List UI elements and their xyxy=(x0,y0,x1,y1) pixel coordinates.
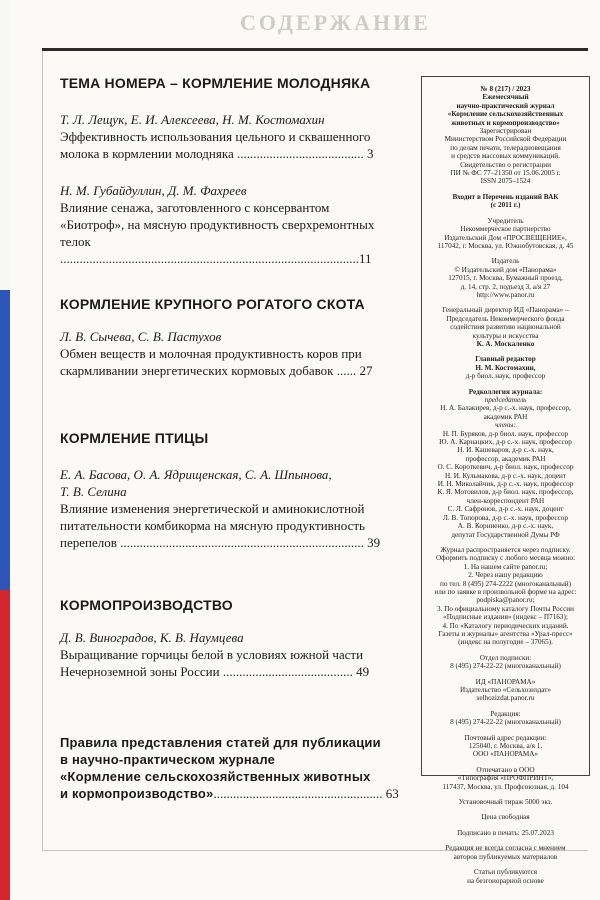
imprint-line: О. С. Короткевич, д-р биол. наук, профессор xyxy=(437,463,574,472)
imprint-line: члены: xyxy=(495,421,516,430)
imprint-line: © Издательский дом «Панорама» xyxy=(454,265,557,274)
imprint-line: И. Н. Миколайчик, д-р с.-х. наук, профессор xyxy=(437,480,574,489)
imprint-line: Газеты и журналы» агентства «Урал-пресс» xyxy=(438,629,573,638)
imprint-line: ISSN 2075–1524 xyxy=(480,177,531,186)
rules-line: и кормопроизводство» xyxy=(60,786,214,801)
article-title-line: скармливании энергетических кормовых добавок ...... 27 xyxy=(60,363,373,378)
article-title-line: питательности комбикорма на мясную продуктивность xyxy=(60,518,365,533)
section-feeding-young xyxy=(60,75,405,267)
imprint-line: и средств массовых коммуникаций. xyxy=(451,152,560,161)
bleed-through-text: СОДЕРЖАНИЕ xyxy=(240,10,431,35)
left-margin-line xyxy=(42,51,43,851)
flag-stripe-white xyxy=(0,0,10,290)
imprint-line: К. А. Москаленко xyxy=(476,339,535,348)
imprint-line: К. Я. Мотовилов, д-р биол. наук, профессор, xyxy=(437,488,574,497)
imprint-line: (индекс на полугодие – 37065). xyxy=(458,638,553,647)
rules-page-ref: .................................................... 63 xyxy=(213,786,399,801)
imprint-line: 117042, г. Москва, ул. Южнобутовская, д. 45 xyxy=(437,241,574,250)
imprint-line: Н. М. Костомахин, xyxy=(475,363,536,372)
imprint-line: по делам печати, телерадиовещания xyxy=(450,143,561,152)
imprint-line: Отпечатано в ООО xyxy=(476,765,535,774)
imprint-line: Оформить подписку с любого месяца можно: xyxy=(435,554,576,563)
imprint-line: 2. Через нашу редакцию xyxy=(468,571,543,580)
imprint-line: «Типография «ПРОФПРИНТ», xyxy=(457,774,554,783)
imprint-line: ООО «ПАНОРАМА» xyxy=(472,750,539,759)
imprint-line: Издательский Дом «ПРОСВЕЩЕНИЕ», xyxy=(444,233,567,242)
imprint-line: 4. По «Каталогу периодических изданий. xyxy=(442,621,569,630)
article-title-line: Нечерноземной зоны России ........................................ 49 xyxy=(60,664,370,679)
imprint-line: Свидетельство о регистрации xyxy=(460,160,551,169)
section-forage-production xyxy=(60,597,405,680)
imprint-line: Ежемесячный xyxy=(482,93,529,102)
imprint-line: Издательство «Сельхозиздат» xyxy=(459,686,552,694)
imprint-gap xyxy=(422,806,589,813)
imprint-line: Главный редактор xyxy=(475,355,536,364)
imprint-line: Редакция не всегда согласна с мнением xyxy=(445,844,566,853)
article-title-line: телок ............................................................................................11 xyxy=(60,234,372,266)
imprint-line: podpiska@panor.ru; xyxy=(476,596,535,605)
imprint-line: Учредитель xyxy=(487,216,524,225)
imprint-line: http://www.panor.ru xyxy=(476,290,535,299)
article-entry[interactable] xyxy=(60,111,405,162)
article-title-line: «Биотроф», на мясную продуктивность сверхремонтных xyxy=(60,217,375,232)
imprint-line: Редакция: xyxy=(490,709,521,718)
imprint-line: Отдел подписки: xyxy=(479,653,532,662)
imprint-gap xyxy=(422,671,589,678)
imprint-line: 8 (495) 274-22-22 (многоканальный) xyxy=(450,662,561,671)
imprint-line: Подписано в печать: 25.07.2023 xyxy=(457,828,554,837)
imprint-line: 1. На нашем сайте panor.ru; xyxy=(463,562,548,571)
article-title-line: Обмен веществ и молочная продуктивность коров при xyxy=(60,346,362,361)
article-title-line: перепелов ........................................................................... 39 xyxy=(60,535,381,550)
imprint-line: академик РАН xyxy=(483,412,528,421)
imprint-line: ПИ № ФС 77–21350 от 15.06.2005 г. xyxy=(450,169,561,178)
top-rule xyxy=(42,48,588,51)
imprint-gap xyxy=(422,647,589,654)
article-authors: Т. Л. Лещук, Е. И. Алексеева, Н. М. Костомахин xyxy=(60,112,325,127)
imprint-line: ИД «ПАНОРАМА» xyxy=(475,677,536,686)
imprint-line: Входит в Перечень изданий ВАК xyxy=(452,192,559,201)
imprint-line: Председатель Некоммерческого фонда xyxy=(446,314,565,323)
article-title-line: Влияние изменения энергетической и аминокислотной xyxy=(60,501,365,516)
imprint-line: животных и кормопроизводство» xyxy=(451,118,560,127)
section-heading: КОРМЛЕНИЕ ПТИЦЫ xyxy=(60,430,209,446)
imprint-line: С. Л. Сафронов, д-р с.-х. наук, доцент xyxy=(447,505,564,514)
imprint-line: депутат Государственной Думы РФ xyxy=(451,530,560,539)
imprint-gap xyxy=(422,210,589,217)
imprint-line: Цена свободная xyxy=(481,813,530,822)
imprint-line: selhozizdat.panor.ru xyxy=(476,694,535,703)
imprint-gap xyxy=(422,837,589,844)
imprint-line: Н. А. Балакирев, д-р с.-х. наук, профессор, xyxy=(440,404,571,413)
imprint-line: Н. И. Кашеваров, д-р с.-х. наук, xyxy=(457,446,554,455)
imprint-line: Министерством Российской Федерации xyxy=(444,135,567,144)
rules-line: «Кормление сельскохозяйственных животных xyxy=(60,769,371,784)
imprint-gap xyxy=(422,703,589,710)
imprint-sidebar xyxy=(421,76,590,885)
imprint-line: председатель xyxy=(484,396,527,404)
section-cattle-feeding xyxy=(60,296,405,379)
imprint-gap xyxy=(422,186,589,193)
imprint-gap xyxy=(422,727,589,734)
imprint-line: Почтовый адрес редакции: xyxy=(464,733,547,742)
imprint-line: Генеральный директор ИД «Панорама» – xyxy=(442,306,569,315)
imprint-line: Издатель xyxy=(491,257,520,266)
article-authors: Д. В. Виноградов, К. В. Наумцева xyxy=(60,630,244,645)
submission-rules-entry[interactable] xyxy=(60,734,405,802)
imprint-line: Ю. А. Карнацких, д-р с.-х. наук, профессор xyxy=(439,438,572,447)
flag-stripe-blue xyxy=(0,290,10,590)
imprint-line: Н. И. Кульмакова, д-р с.-х. наук, доцент xyxy=(444,471,567,480)
imprint-line: на безгонорарной основе xyxy=(467,876,544,885)
imprint-line: Л. В. Топорова, д-р с.-х. наук, профессор xyxy=(443,513,568,522)
imprint-gap xyxy=(422,250,589,257)
imprint-line: 125040, г. Москва, а/я 1, xyxy=(468,742,543,751)
imprint-line: Некоммерческое партнерство xyxy=(460,225,551,234)
imprint-line: 127015, г. Москва, Бумажный проезд, xyxy=(448,274,563,283)
article-title-line: Влияние сенажа, заготовленного с консервантом xyxy=(60,200,330,215)
article-entry[interactable] xyxy=(60,328,405,379)
imprint-line: д-р биол. наук, профессор xyxy=(465,372,546,381)
rules-line: Правила представления статей для публикации xyxy=(60,735,381,750)
imprint-line: содействия развитию национальной xyxy=(450,323,561,332)
article-entry[interactable] xyxy=(60,182,405,267)
article-title-line: Выращивание горчицы белой в условиях южной части xyxy=(60,647,364,662)
article-title-line: Эффективность использования цельного и сквашенного xyxy=(60,129,371,144)
imprint-line: или по заявке в произвольной форме на адрес: xyxy=(434,587,577,596)
article-entry[interactable] xyxy=(60,629,405,680)
imprint-gap xyxy=(422,861,589,868)
imprint-line: Зарегистрирован xyxy=(479,127,532,136)
imprint-gap xyxy=(422,539,589,546)
imprint-line: культуры и искусства xyxy=(472,331,539,340)
flag-stripe-red xyxy=(0,590,10,900)
article-authors: Л. В. Сычева, С. В. Пастухов xyxy=(60,329,222,344)
imprint-gap xyxy=(422,348,589,355)
imprint-line: Н. П. Буряков, д-р биол. наук, профессор xyxy=(442,429,569,438)
imprint-gap xyxy=(422,822,589,829)
imprint-line: профессор, академик РАН xyxy=(465,454,546,463)
article-authors: Е. А. Басова, О. А. Ядрищенская, С. А. Шпынова, xyxy=(60,467,332,482)
imprint-line: научно-практический журнал xyxy=(456,101,555,110)
section-heading: ТЕМА НОМЕРА – КОРМЛЕНИЕ МОЛОДНЯКА xyxy=(60,75,371,91)
imprint-line: (с 2011 г.) xyxy=(490,201,521,210)
imprint-line: «Кормление сельскохозяйственных xyxy=(447,110,564,119)
imprint-line: д. 14, стр. 2, подъезд 3, а/я 27 xyxy=(460,282,551,291)
section-poultry-feeding xyxy=(60,430,405,551)
imprint-line: № 8 (217) / 2023 xyxy=(480,85,531,93)
imprint-gap xyxy=(422,381,589,388)
imprint-line: Редколлегия журнала: xyxy=(468,387,543,396)
article-title-line: молока в кормлении молодняка ....................................... 3 xyxy=(60,146,374,161)
imprint-line: Журнал распространяется через подписку. xyxy=(440,545,571,554)
article-entry[interactable] xyxy=(60,466,405,551)
article-authors: Т. В. Селина xyxy=(60,484,127,499)
imprint-gap xyxy=(422,759,589,766)
section-heading: КОРМОПРОИЗВОДСТВО xyxy=(60,597,233,613)
imprint-line: член-корреспондент РАН xyxy=(466,496,545,505)
imprint-line: 3. По официальному каталогу Почты России xyxy=(437,604,574,613)
rules-line: в научно-практическом журнале xyxy=(60,752,276,767)
imprint-line: Статьи публикуются xyxy=(473,868,538,877)
imprint-line: «Подписные издания» (индекс – П7163); xyxy=(443,613,568,622)
imprint-line: 8 (495) 274-22-22 (многоканальный) xyxy=(450,718,561,727)
imprint-line: 117437, Москва, ул. Профсоюзная, д. 104 xyxy=(442,782,569,791)
imprint-line: по тел. 8 (495) 274-2222 (многоканальный) xyxy=(439,579,572,588)
imprint-line: Установочный тираж 5000 экз. xyxy=(458,798,553,807)
imprint-line: А. В. Корниенко, д-р с.-х. наук, xyxy=(457,522,554,531)
imprint-gap xyxy=(422,299,589,306)
imprint-line: авторов публикуемых материалов xyxy=(453,852,558,861)
imprint-gap xyxy=(422,791,589,798)
imprint-text xyxy=(422,77,589,885)
section-heading: КОРМЛЕНИЕ КРУПНОГО РОГАТОГО СКОТА xyxy=(60,296,365,312)
article-authors: Н. М. Губайдуллин, Д. М. Фахреев xyxy=(60,183,247,198)
